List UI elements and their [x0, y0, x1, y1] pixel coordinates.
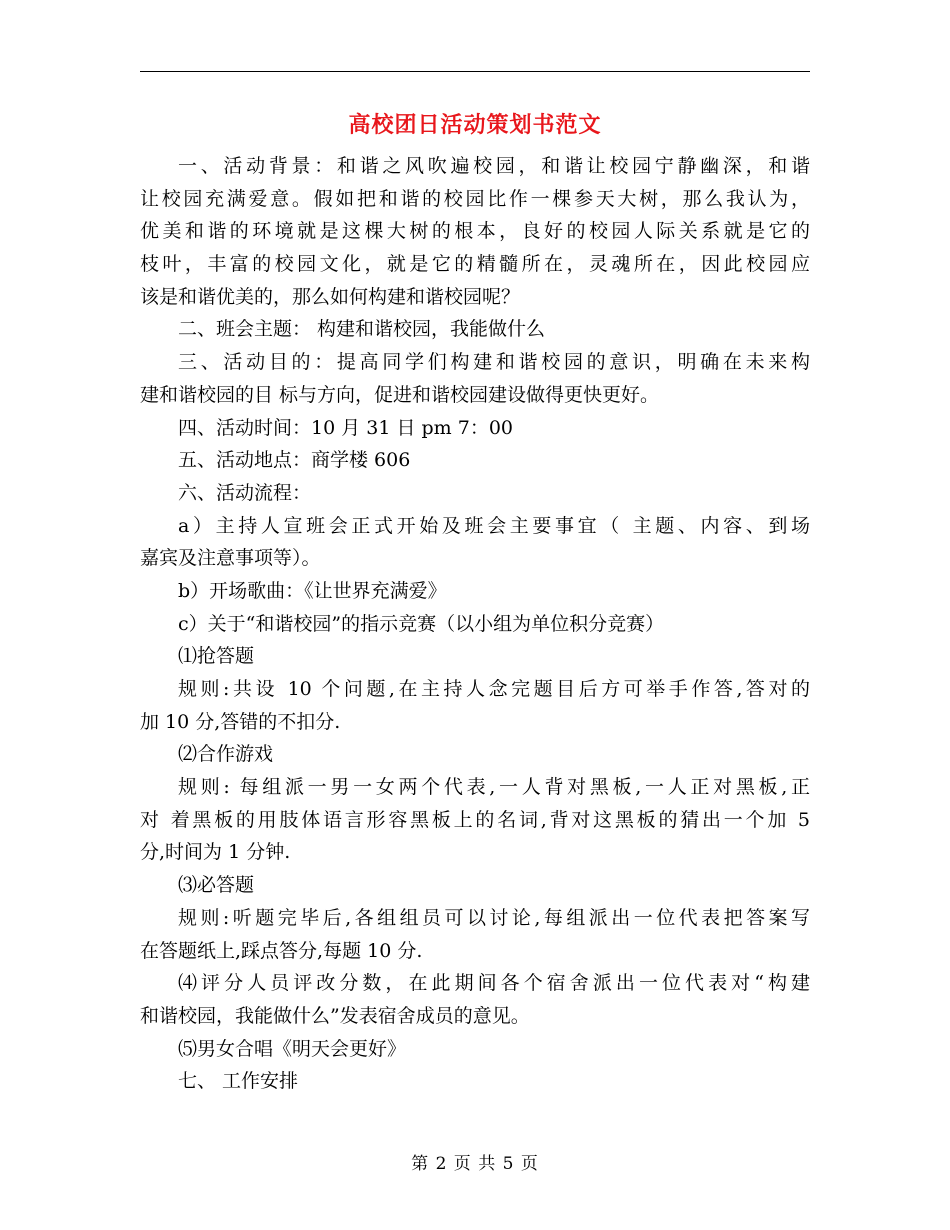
document-title: 高校团日活动策划书范文 [348, 112, 602, 138]
paragraph-line: 二、班会主题： 构建和谐校园，我能做什么 [178, 318, 546, 341]
paragraph-line: 和谐校园，我能做什么”发表宿舍成员的意见。 [140, 1004, 530, 1027]
paragraph-line: b）开场歌曲：《让世界充满爱》 [178, 579, 447, 602]
paragraph-line: 枝叶，丰富的校园文化，就是它的精髓所在，灵魂所在，因此校园应 [140, 253, 810, 276]
paragraph-line: 六、活动流程： [178, 481, 312, 504]
header-rule [140, 71, 810, 72]
paragraph-line: 加 10 分,答错的不扣分. [140, 710, 341, 733]
paragraph-line: 七、 工作安排 [178, 1070, 299, 1093]
paragraph-line: 对 着黑板的用肢体语言形容黑板上的名词,背对这黑板的猜出一个加 5 [140, 808, 810, 831]
paragraph-line: ⑴抢答题 [178, 645, 255, 668]
paragraph-line: a）主持人宣班会正式开始及班会主要事宜（ 主题、内容、到场 [178, 514, 810, 537]
paragraph-line: 三、活动目的：提高同学们构建和谐校园的意识，明确在未来构 [178, 351, 810, 374]
paragraph-line: 四、活动时间：10 月 31 日 pm 7：00 [178, 416, 513, 439]
paragraph-line: 五、活动地点：商学楼 606 [178, 449, 411, 472]
paragraph-line: 分,时间为 1 分钟. [140, 841, 291, 864]
paragraph-line: 让校园充满爱意。假如把和谐的校园比作一棵参天大树，那么我认为， [140, 187, 810, 210]
paragraph-line: 规则:共设 10 个问题,在主持人念完题目后方可举手作答,答对的 [178, 678, 810, 700]
paragraph-line: ⑶必答题 [178, 874, 255, 897]
paragraph-line: 规则:听题完毕后,各组组员可以讨论,每组派出一位代表把答案写 [178, 906, 810, 929]
paragraph-line: 规则: 每组派一男一女两个代表,一人背对黑板,一人正对黑板,正 [178, 776, 810, 799]
paragraph-line: ⑸男女合唱《明天会更好》 [178, 1037, 407, 1060]
paragraph-line: 该是和谐优美的，那么如何构建和谐校园呢？ [140, 285, 521, 308]
paragraph-line: 一、活动背景：和谐之风吹遍校园，和谐让校园宁静幽深，和谐 [178, 155, 810, 177]
paragraph-line: 建和谐校园的目 标与方向，促进和谐校园建设做得更快更好。 [140, 383, 660, 406]
paragraph-line: ⑷评分人员评改分数，在此期间各个宿舍派出一位代表对“构建 [178, 972, 810, 995]
paragraph-line: 优美和谐的环境就是这棵大树的根本，良好的校园人际关系就是它的 [140, 220, 810, 243]
paragraph-line: 嘉宾及注意事项等）。 [140, 547, 321, 570]
paragraph-line: c）关于“和谐校园”的指示竞赛（以小组为单位积分竞赛） [178, 612, 665, 635]
document-body [140, 150, 810, 1098]
paragraph-line: 在答题纸上,踩点答分,每题 10 分. [140, 939, 423, 962]
paragraph-line: ⑵合作游戏 [178, 743, 274, 766]
page-footer: 第 2 页 共 5 页 [411, 1154, 539, 1174]
